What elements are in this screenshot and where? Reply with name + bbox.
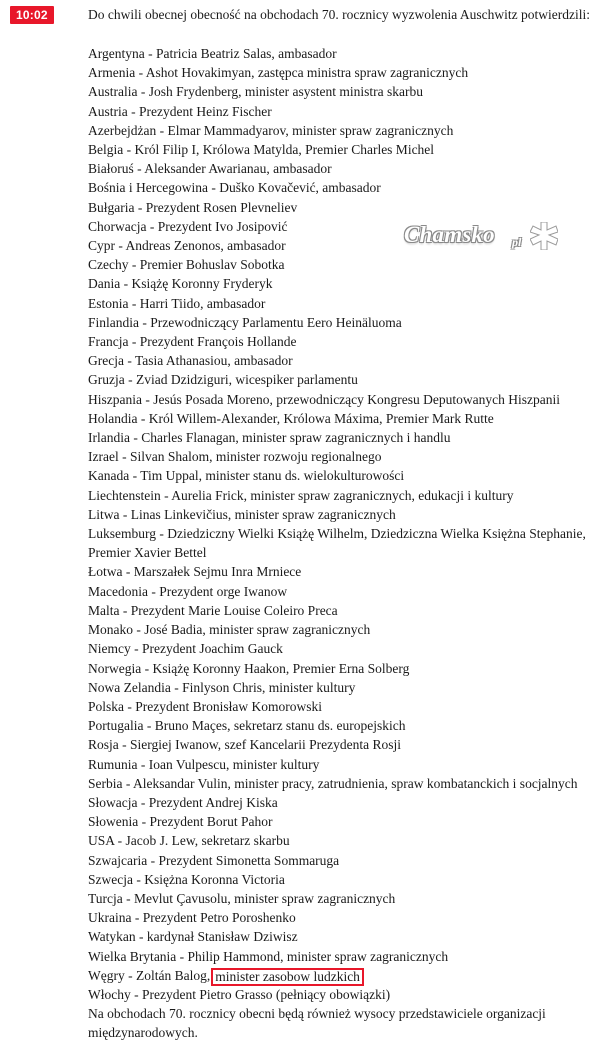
list-item: Australia - Josh Frydenberg, minister asystent ministra skarbu bbox=[88, 84, 423, 100]
list-item: Argentyna - Patricia Beatriz Salas, ambasador bbox=[88, 46, 337, 61]
list-item: Słowacja - Prezydent Andrej Kiska bbox=[88, 794, 278, 810]
list-item: Liechtenstein - Aurelia Frick, minister spraw zagranicznych, edukacji i kultury bbox=[88, 487, 514, 503]
list-item: Gruzja - Zviad Dzidziguri, wicespiker parlamentu bbox=[88, 372, 358, 388]
list-item: Rumunia - Ioan Vulpescu, minister kultury bbox=[88, 756, 320, 772]
list-item: Cypr - Andreas Zenonos, ambasador bbox=[88, 238, 286, 254]
list-item: Monako - José Badia, minister spraw zagranicznych bbox=[88, 622, 371, 638]
list-item: Szwecja - Księżna Koronna Victoria bbox=[88, 871, 285, 887]
list-item: Malta - Prezydent Marie Louise Coleiro Preca bbox=[88, 602, 338, 618]
watermark-text: Chamsko bbox=[404, 222, 495, 247]
list-item: Watykan - kardynał Stanisław Dziwisz bbox=[88, 929, 298, 945]
list-item: Czechy - Premier Bohuslav Sobotka bbox=[88, 257, 285, 273]
list-item: Litwa - Linas Linkevičius, minister spraw zagranicznych bbox=[88, 506, 396, 522]
list-item: Szwajcaria - Prezydent Simonetta Sommaruga bbox=[88, 852, 340, 868]
list-item: Nowa Zelandia - Finlyson Chris, minister kultury bbox=[88, 679, 356, 695]
list-item: Finlandia - Przewodniczący Parlamentu Eero Heinäluoma bbox=[88, 314, 402, 330]
list-item: Serbia - Aleksandar Vulin, minister pracy, zatrudnienia, spraw kombatanckich i socjalnych bbox=[88, 775, 578, 791]
list-item: Portugalia - Bruno Maçes, sekretarz stanu ds. europejskich bbox=[88, 718, 406, 734]
list-item: Luksemburg - Dziedziczny Wielki Książę Wilhelm, Dziedziczna Wielka Księżna Stephanie, Premier Xavier Bettel bbox=[88, 526, 586, 561]
list-item: Macedonia - Prezydent orge Iwanow bbox=[88, 583, 288, 599]
list-item: Francja - Prezydent François Hollande bbox=[88, 334, 297, 350]
list-item: Norwegia - Książę Koronny Haakon, Premier Erna Solberg bbox=[88, 660, 410, 676]
list-item: Austria - Prezydent Heinz Fischer bbox=[88, 103, 272, 119]
list-item: Holandia - Król Willem-Alexander, Królowa Máxima, Premier Mark Rutte bbox=[88, 410, 494, 426]
list-item: Niemcy - Prezydent Joachim Gauck bbox=[88, 641, 283, 657]
list-item: Estonia - Harri Tiido, ambasador bbox=[88, 295, 266, 311]
list-item: Irlandia - Charles Flanagan, minister spraw zagranicznych i handlu bbox=[88, 430, 451, 446]
list-item: Białoruś - Aleksander Awarianau, ambasador bbox=[88, 161, 332, 177]
list-item: Rosja - Siergiej Iwanow, szef Kancelarii Prezydenta Rosji bbox=[88, 737, 402, 753]
list-item: Armenia - Ashot Hovakimyan, zastępca ministra spraw zagranicznych bbox=[88, 65, 469, 81]
list-item: Łotwa - Marszałek Sejmu Inra Mrniece bbox=[88, 564, 302, 580]
list-item: Grecja - Tasia Athanasiou, ambasador bbox=[88, 353, 293, 369]
red-box-annotation: minister zasobow ludzkich bbox=[211, 968, 364, 986]
list-item: Ukraina - Prezydent Petro Poroshenko bbox=[88, 910, 296, 926]
list-item: USA - Jacob J. Lew, sekretarz skarbu bbox=[88, 833, 290, 849]
highlighted-entry-prefix: Węgry - Zoltán Balog, bbox=[88, 967, 211, 983]
list-item: Bułgaria - Prezydent Rosen Plevneliev bbox=[88, 199, 298, 215]
list-item: Dania - Książę Koronny Fryderyk bbox=[88, 276, 273, 292]
timestamp-badge: 10:02 bbox=[10, 6, 54, 24]
list-item: Bośnia i Hercegowina - Duško Kovačević, ambasador bbox=[88, 180, 381, 196]
list-item: Izrael - Silvan Shalom, minister rozwoju regionalnego bbox=[88, 449, 382, 465]
list-item: Polska - Prezydent Bronisław Komorowski bbox=[88, 698, 322, 714]
list-item-highlighted bbox=[88, 966, 594, 985]
watermark-suffix: pl bbox=[512, 235, 522, 249]
list-item: Kanada - Tim Uppal, minister stanu ds. wielokulturowości bbox=[88, 468, 405, 484]
list-item: Azerbejdżan - Elmar Mammadyarov, minister spraw zagranicznych bbox=[88, 122, 454, 138]
list-item: Turcja - Mevlut Çavusolu, minister spraw zagranicznych bbox=[88, 890, 396, 906]
attendee-list bbox=[88, 44, 594, 1043]
list-item: Wielka Brytania - Philip Hammond, minister spraw zagranicznych bbox=[88, 948, 449, 964]
list-item: Włochy - Prezydent Pietro Grasso (pełniący obowiązki) bbox=[88, 986, 391, 1002]
list-item: Belgia - Król Filip I, Królowa Matylda, Premier Charles Michel bbox=[88, 142, 435, 158]
intro-paragraph: Do chwili obecnej obecność na obchodach 70. rocznicy wyzwolenia Auschwitz potwierdzili: bbox=[88, 7, 590, 22]
list-item: Hiszpania - Jesús Posada Moreno, przewodniczący Kongresu Deputowanych Hiszpanii bbox=[88, 391, 560, 407]
closing-paragraph: Na obchodach 70. rocznicy obecni będą również wysocy przedstawiciele organizacji międzynarodowych. bbox=[88, 1006, 546, 1041]
list-item: Słowenia - Prezydent Borut Pahor bbox=[88, 814, 273, 830]
list-item: Chorwacja - Prezydent Ivo Josipović bbox=[88, 218, 288, 234]
